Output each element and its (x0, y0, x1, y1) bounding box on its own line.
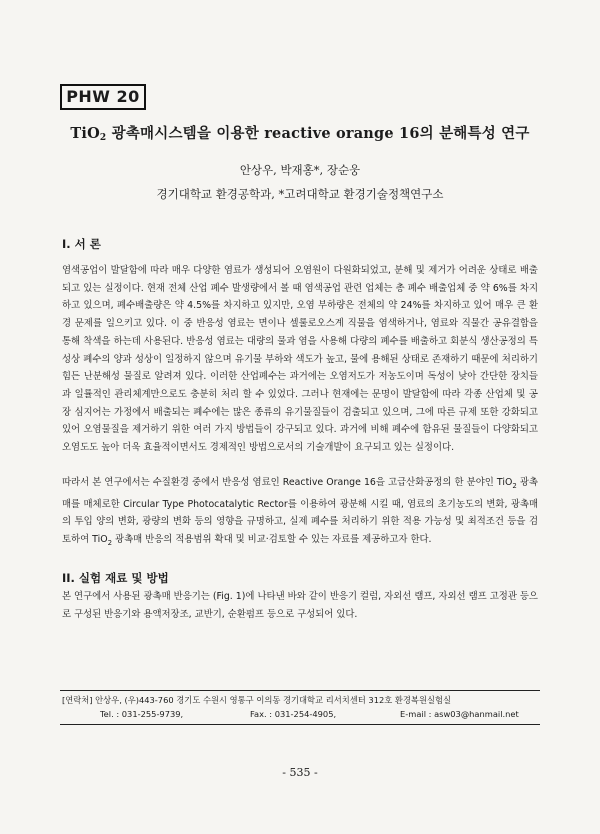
contact-fax: Fax. : 031-254-4905, (250, 709, 337, 719)
paper-title: TiO$_2$ 광촉매시스템을 이용한 reactive orange 16의 분해특성 연구 (70, 125, 530, 143)
contact-email: E-mail : asw03@hanmail.net (400, 709, 519, 719)
paper-code-badge: PHW 20 (60, 84, 146, 110)
contact-tel: Tel. : 031-255-9739, (100, 709, 184, 719)
contact-footer (60, 690, 540, 725)
page-number: - 535 - (282, 766, 318, 779)
contact-address: [연락처] 안상우, (우)443-760 경기도 수원시 영통구 이의동 경기대학교 리서치센터 312호 환경복원실험실 (62, 695, 452, 705)
methods-paragraph: 본 연구에서 사용된 광촉매 반응기는 (Fig. 1)에 나타낸 바와 같이 반응기 컬럼, 자외선 램프, 자외선 램프 고정관 등으로 구성된 반응기와 용액저장조, 교반기, 순환펌프 등으로 구성되어 있다. (62, 591, 538, 620)
contact-numbers (100, 709, 540, 719)
section-heading-introduction: I. 서 론 (62, 237, 101, 251)
affiliation: 경기대학교 환경공학과, *고려대학교 환경기술정책연구소 (156, 187, 444, 201)
intro-paragraph-1: 염색공업이 발달함에 따라 매우 다양한 염료가 생성되어 오염원이 다원화되었고, 분해 및 제거가 어려운 상태로 배출되고 있는 실정이다. 현재 전체 산업 폐수 발생량에서 볼 때 염색공업 관련 업체는 총 폐수 배출업체 중 약 6%를 차지하고 있으며, 폐수배출량은 약 4.5%를 차지하고 있지만, 오염 부하량은 전체의 약 24%를 차지하고 있어 매우 큰 환경 문제를 일으키고 있다. 이 중 반응성 염료는 면이나 셀룰로오스계 직물을 염색하거나, 염료와 직물간 공유결합을 통해 착색을 하는데 사용된다. 반응성 염료는 대량의 물과 염을 사용해 다량의 폐수를 배출하고 회분식 생산공정의 특성상 폐수의 양과 성상이 일정하지 않으며 유기물 부하와 색도가 높고, 물에 용해된 상태로 존재하기 때문에 처리하기 힘든 난분해성 물질로 알려져 있다. 이러한 산업폐수는 과거에는 오염저도가 저농도이며 독성이 낮아 간단한 장치들과 일률적인 관리체계만으로도 충분히 처리 할 수 있었다. 그러나 현재에는 문명이 발달함에 따라 각종 산업체 및 공장 심지어는 가정에서 배출되는 폐수에는 많은 종류의 유기물질들이 검출되고 있으며, 그에 따른 규제 또한 강화되고 있어 오염물질을 제거하기 위한 여러 가지 방법들이 강구되고 있다. 과거에 비해 폐수에 함유된 물질들이 다양화되고 오염도도 높아 더욱 효율적이면서도 경제적인 방법으로서의 기술개발이 요구되고 있는 실정이다. (62, 265, 538, 454)
section-heading-methods: II. 실험 재료 및 방법 (62, 571, 169, 585)
authors: 안상우, 박재홍*, 장순웅 (239, 163, 361, 177)
intro-paragraph-2: 따라서 본 연구에서는 수질환경 중에서 반응성 염료인 Reactive Orange 16을 고급산화공정의 한 분야인 TiO$_2$ 광촉매를 매체로한 Circular Type Photocatalytic Rector를 이용하여 광분해 시킬 때, 염료의 초기농도의 변화, 광촉매의 투입 양의 변화, 광량의 변화 등의 영향을 규명하고, 실제 폐수를 처리하기 위한 적용 가능성 및 최적조건 등을 검토하여 TiO$_2$ 광촉매 반응의 적용범위 확대 및 비교·검토할 수 있는 자료를 제공하고자 한다. (62, 477, 538, 547)
